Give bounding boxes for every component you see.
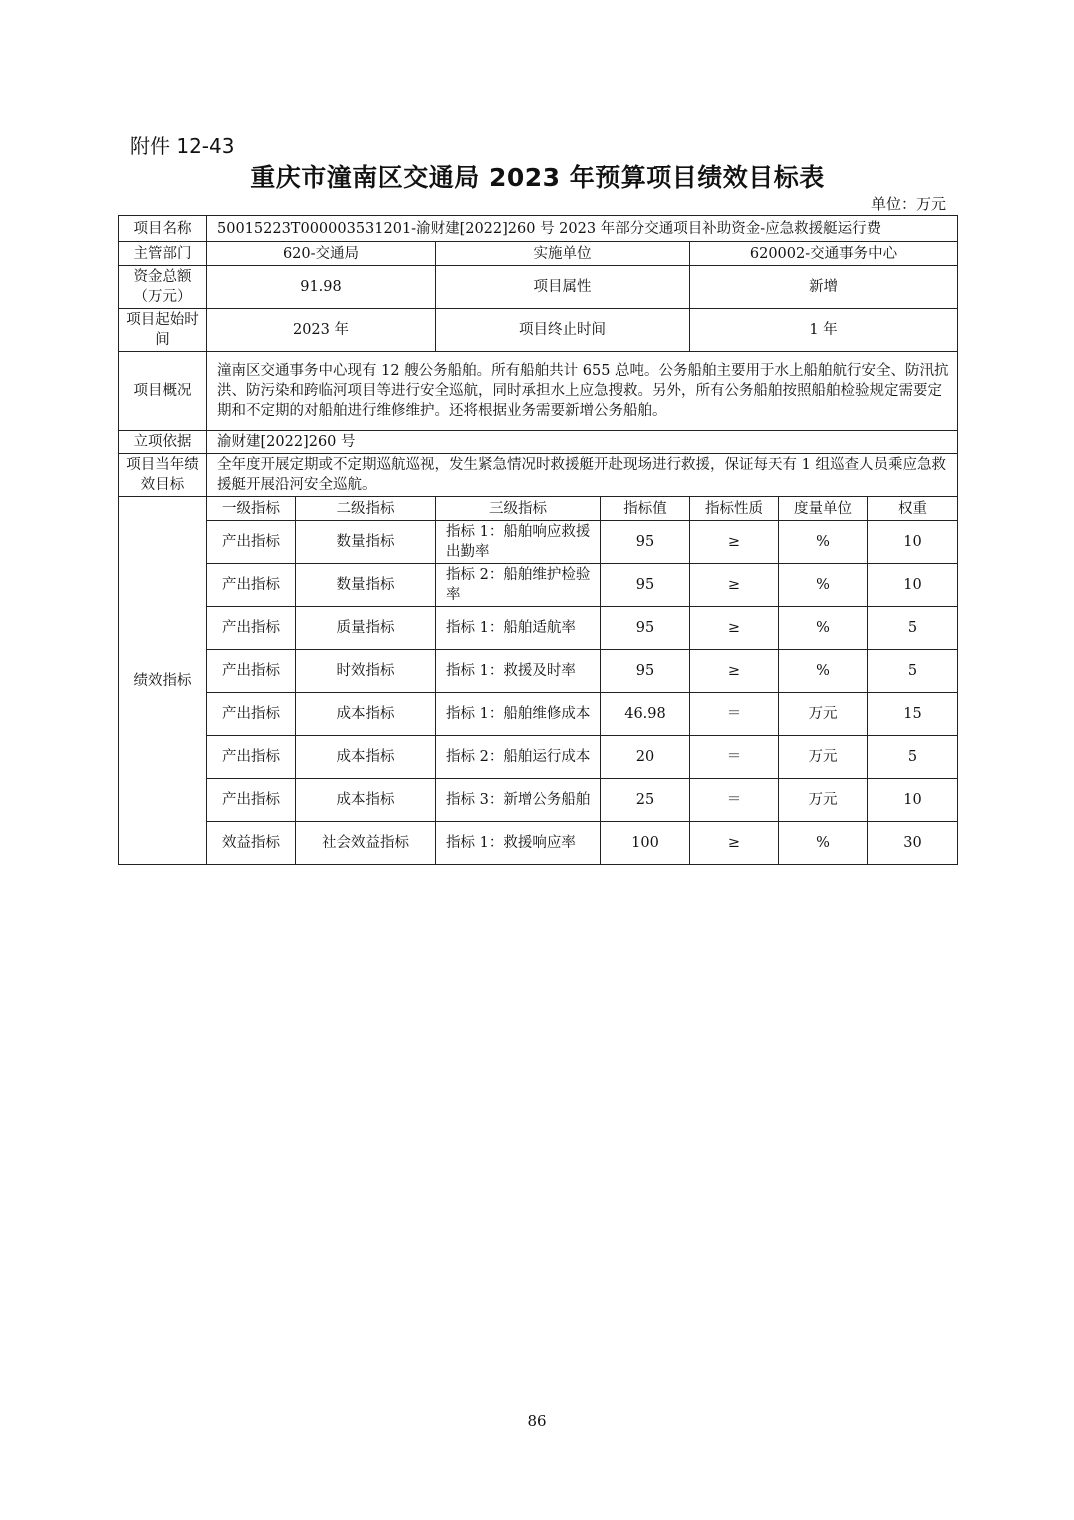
- indicator-unit: %: [779, 822, 868, 865]
- attr-value: 新增: [690, 266, 958, 309]
- indicator-level1: 产出指标: [207, 779, 296, 822]
- overview-label: 项目概况: [119, 352, 207, 431]
- indicator-nature: ≥: [690, 650, 779, 693]
- end-value: 1 年: [690, 309, 958, 352]
- page-number: 86: [527, 1412, 547, 1430]
- table-row: [119, 736, 958, 779]
- indicator-level1: 效益指标: [207, 822, 296, 865]
- end-label: 项目终止时间: [436, 309, 690, 352]
- goal-value: 全年度开展定期或不定期巡航巡视，发生紧急情况时救援艇开赴现场进行救援，保证每天有 1 组巡查人员乘应急救援艇开展沿河安全巡航。: [207, 454, 958, 497]
- indicator-level3: 指标 2：船舶运行成本: [436, 736, 601, 779]
- indicator-level2: 时效指标: [296, 650, 436, 693]
- indicator-header-row: [119, 497, 958, 521]
- header-unit: 度量单位: [779, 497, 868, 521]
- indicator-level1: 产出指标: [207, 650, 296, 693]
- indicator-nature: ＝: [690, 779, 779, 822]
- document-title: 重庆市潼南区交通局 2023 年预算项目绩效目标表: [250, 163, 825, 192]
- row-period: [119, 309, 958, 352]
- indicator-level3: 指标 1：船舶适航率: [436, 607, 601, 650]
- unit-label: 单位：万元: [870, 195, 946, 213]
- indicator-unit: 万元: [779, 779, 868, 822]
- indicator-value: 95: [601, 564, 690, 607]
- indicator-level3: 指标 1：救援及时率: [436, 650, 601, 693]
- indicator-value: 95: [601, 521, 690, 564]
- indicator-level2: 质量指标: [296, 607, 436, 650]
- indicator-unit: %: [779, 564, 868, 607]
- impl-value: 620002-交通事务中心: [690, 242, 958, 266]
- impl-label: 实施单位: [436, 242, 690, 266]
- indicator-level2: 数量指标: [296, 521, 436, 564]
- header-level2: 二级指标: [296, 497, 436, 521]
- indicator-level2: 成本指标: [296, 693, 436, 736]
- indicator-nature: ≥: [690, 607, 779, 650]
- indicator-level3: 指标 1：救援响应率: [436, 822, 601, 865]
- indicator-weight: 5: [868, 650, 958, 693]
- header-level1: 一级指标: [207, 497, 296, 521]
- indicator-value: 95: [601, 607, 690, 650]
- indicator-level1: 产出指标: [207, 693, 296, 736]
- row-fund: [119, 266, 958, 309]
- indicator-weight: 10: [868, 564, 958, 607]
- project-name-label: 项目名称: [119, 216, 207, 242]
- overview-value: 潼南区交通事务中心现有 12 艘公务船舶。所有船舶共计 655 总吨。公务船舶主要用于水上船舶航行安全、防汛抗洪、防污染和跨临河项目等进行安全巡航，同时承担水上应急搜救。另外，所有公务船舶按照船舶检验规定需要定期和不定期的对船舶进行维修维护。还将根据业务需要新增公务船舶。: [207, 352, 958, 431]
- table-row: [119, 521, 958, 564]
- basis-label: 立项依据: [119, 431, 207, 454]
- indicator-weight: 10: [868, 521, 958, 564]
- indicator-level2: 数量指标: [296, 564, 436, 607]
- indicator-nature: ＝: [690, 736, 779, 779]
- table-row: [119, 564, 958, 607]
- indicator-level3: 指标 1：船舶维修成本: [436, 693, 601, 736]
- start-value: 2023 年: [207, 309, 436, 352]
- indicator-nature: ≥: [690, 521, 779, 564]
- dept-value: 620-交通局: [207, 242, 436, 266]
- attachment-label: 附件 12-43: [130, 134, 235, 158]
- indicator-weight: 10: [868, 779, 958, 822]
- indicator-level3: 指标 2：船舶维护检验率: [436, 564, 601, 607]
- table-row: [119, 650, 958, 693]
- attr-label: 项目属性: [436, 266, 690, 309]
- table-row: [119, 822, 958, 865]
- row-basis: [119, 431, 958, 454]
- fund-value: 91.98: [207, 266, 436, 309]
- indicator-level1: 产出指标: [207, 521, 296, 564]
- table-row: [119, 693, 958, 736]
- header-value: 指标值: [601, 497, 690, 521]
- row-goal: [119, 454, 958, 497]
- indicator-unit: %: [779, 607, 868, 650]
- indicator-value: 25: [601, 779, 690, 822]
- goal-label: 项目当年绩效目标: [119, 454, 207, 497]
- indicator-weight: 30: [868, 822, 958, 865]
- dept-label: 主管部门: [119, 242, 207, 266]
- basis-value: 渝财建[2022]260 号: [207, 431, 958, 454]
- indicator-unit: 万元: [779, 693, 868, 736]
- performance-table: [118, 215, 958, 865]
- indicator-unit: %: [779, 521, 868, 564]
- start-label: 项目起始时间: [119, 309, 207, 352]
- indicator-level1: 产出指标: [207, 607, 296, 650]
- indicator-level2: 成本指标: [296, 779, 436, 822]
- indicator-weight: 15: [868, 693, 958, 736]
- indicator-value: 20: [601, 736, 690, 779]
- indicator-nature: ＝: [690, 693, 779, 736]
- fund-label: 资金总额（万元）: [119, 266, 207, 309]
- row-project-name: [119, 216, 958, 242]
- indicator-level3: 指标 1：船舶响应救援出勤率: [436, 521, 601, 564]
- indicator-level1: 产出指标: [207, 564, 296, 607]
- table-row: [119, 607, 958, 650]
- row-department: [119, 242, 958, 266]
- indicator-unit: %: [779, 650, 868, 693]
- indicator-weight: 5: [868, 607, 958, 650]
- indicator-nature: ≥: [690, 564, 779, 607]
- indicator-level3: 指标 3：新增公务船舶: [436, 779, 601, 822]
- header-level3: 三级指标: [436, 497, 601, 521]
- indicator-level2: 社会效益指标: [296, 822, 436, 865]
- header-nature: 指标性质: [690, 497, 779, 521]
- indicator-unit: 万元: [779, 736, 868, 779]
- indicator-weight: 5: [868, 736, 958, 779]
- indicator-value: 95: [601, 650, 690, 693]
- indicator-value: 100: [601, 822, 690, 865]
- indicator-nature: ≥: [690, 822, 779, 865]
- project-name-value: 50015223T000003531201-渝财建[2022]260 号 2023 年部分交通项目补助资金-应急救援艇运行费: [207, 216, 958, 242]
- indicators-section-label: 绩效指标: [119, 497, 207, 865]
- indicator-level2: 成本指标: [296, 736, 436, 779]
- header-weight: 权重: [868, 497, 958, 521]
- indicator-value: 46.98: [601, 693, 690, 736]
- row-overview: [119, 352, 958, 431]
- indicator-level1: 产出指标: [207, 736, 296, 779]
- table-row: [119, 779, 958, 822]
